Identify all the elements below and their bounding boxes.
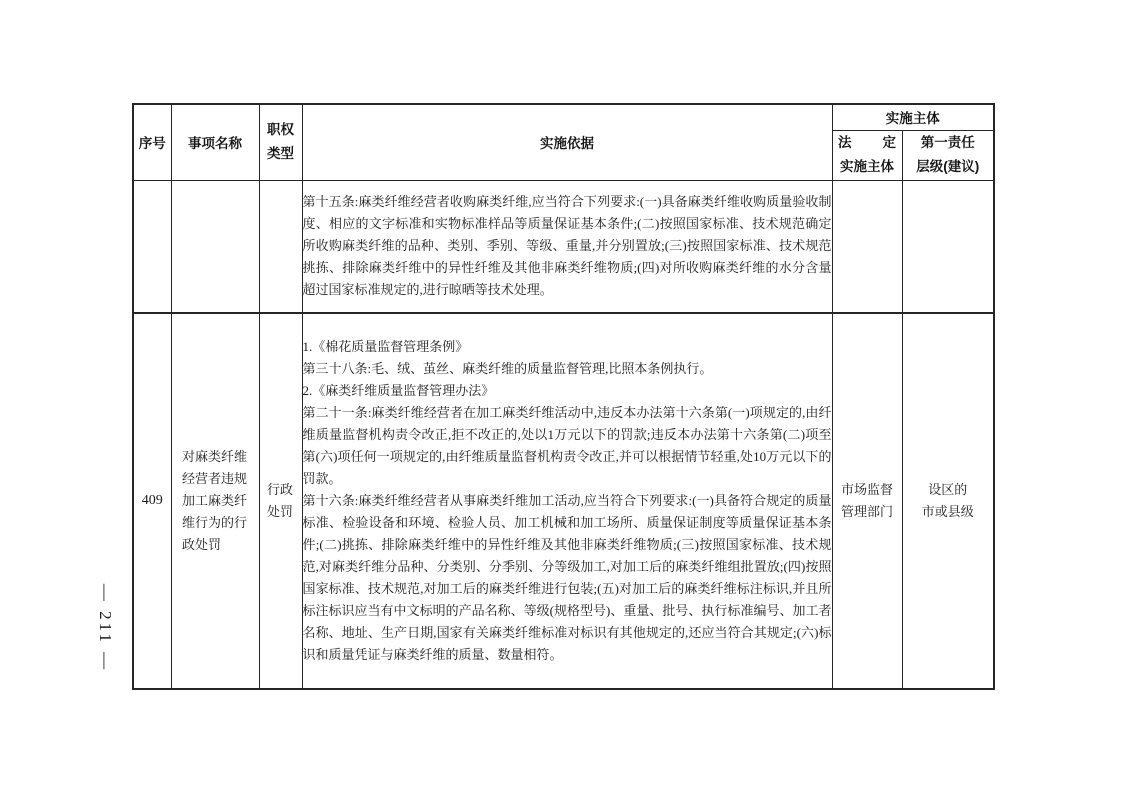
- implementation-basis-cell: [302, 313, 832, 689]
- responsibility-level-line: 设区的: [928, 482, 968, 497]
- authority-items-table: [132, 103, 995, 690]
- table-row-item-409: [133, 313, 994, 689]
- implementation-basis-text: [303, 336, 832, 666]
- legal-subject-label-line2: 实施主体: [840, 159, 894, 174]
- col-header-implementation-basis: 实施依据: [302, 104, 832, 180]
- responsibility-level-cell: [902, 180, 994, 313]
- item-name-cell: [171, 180, 259, 313]
- col-header-legal-subject: [832, 130, 902, 180]
- implementation-basis-text: [303, 191, 832, 301]
- header-row-top: [133, 104, 994, 130]
- col-header-implementation-subject-group: 实施主体: [832, 104, 994, 130]
- col-header-responsibility-level: [902, 130, 994, 180]
- responsibility-level-label-line2: 层级(建议): [916, 159, 980, 174]
- implementation-basis-cell: [302, 180, 832, 313]
- basis-paragraph: 第十五条:麻类纤维经营者收购麻类纤维,应当符合下列要求:(一)具备麻类纤维收购质量验收制度、相应的文字标准和实物标准样品等质量保证基本条件;(二)按照国家标准、技术规范确定所收购麻类纤维的品种、类别、季别、等级、重量,并分别置放;(三)按照国家标准、技术规范挑拣、排除麻类纤维中的异性纤维及其他非麻类纤维物质;(四)对所收购麻类纤维的水分含量超过国家标准规定的,进行晾晒等技术处理。: [302, 193, 832, 297]
- authority-type-cell: [259, 180, 302, 313]
- basis-paragraph: 2.《麻类纤维质量监督管理办法》: [302, 383, 495, 398]
- legal-subject-line: 管理部门: [840, 504, 893, 519]
- page-number: — 211 —: [96, 583, 115, 673]
- authority-type-cell: [259, 313, 302, 689]
- legal-subject-label-line1: 法 定: [838, 135, 896, 150]
- legal-subject-cell: [832, 180, 902, 313]
- col-header-serial-number: 序号: [133, 104, 171, 180]
- authority-type-text: 行政处罚: [267, 482, 294, 519]
- basis-paragraph: 1.《棉花质量监督管理条例》: [302, 339, 469, 354]
- basis-paragraph: 第十六条:麻类纤维经营者从事麻类纤维加工活动,应当符合下列要求:(一)具备符合规定的质量标准、检验设备和环境、检验人员、加工机械和加工场所、质量保证制度等质量保证基本条件;(二)挑拣、排除麻类纤维中的异性纤维及其他非麻类纤维物质;(三)按照国家标准、技术规范,对麻类纤维分品种、分类别、分季别、分等级加工,对加工后的麻类纤维组批置放;(四)按照国家标准、技术规范,对加工后的麻类纤维进行包装;(五)对加工后的麻类纤维标注标识,并且所标注标识应当有中文标明的产品名称、等级(规格型号)、重量、批号、执行标准编号、加工者名称、地址、生产日期,国家有关麻类纤维标准对标识有其他规定的,还应当符合其规定;(六)标识和质量凭证与麻类纤维的质量、数量相符。: [302, 493, 832, 662]
- serial-number-cell: 409: [133, 313, 171, 689]
- table-row-continuation: [133, 180, 994, 313]
- serial-number-cell: [133, 180, 171, 313]
- basis-paragraph: 第三十八条:毛、绒、茧丝、麻类纤维的质量监督管理,比照本条例执行。: [302, 361, 713, 376]
- responsibility-level-line: 市或县级: [921, 504, 974, 519]
- legal-subject-cell: [832, 313, 902, 689]
- basis-paragraph: 第二十一条:麻类纤维经营者在加工麻类纤维活动中,违反本办法第十六条第(一)项规定的,由纤维质量监督机构责令改正,拒不改正的,处以1万元以下的罚款;违反本办法第十六条第(二)项至第(六)项任何一项规定的,由纤维质量监督机构责令改正,并可以根据情节轻重,处10万元以下的罚款。: [302, 405, 832, 486]
- item-name-text: 对麻类纤维经营者违规加工麻类纤维行为的行政处罚: [182, 449, 248, 552]
- responsibility-level-label-line1: 第一责任: [920, 135, 975, 150]
- legal-subject-line: 市场监督: [840, 482, 893, 497]
- responsibility-level-cell: [902, 313, 994, 689]
- item-name-cell: [171, 313, 259, 689]
- col-header-authority-type: [259, 104, 302, 180]
- authority-type-label-line1: 职权: [267, 122, 294, 138]
- authority-type-label-line2: 类型: [267, 146, 294, 162]
- col-header-item-name: 事项名称: [171, 104, 259, 180]
